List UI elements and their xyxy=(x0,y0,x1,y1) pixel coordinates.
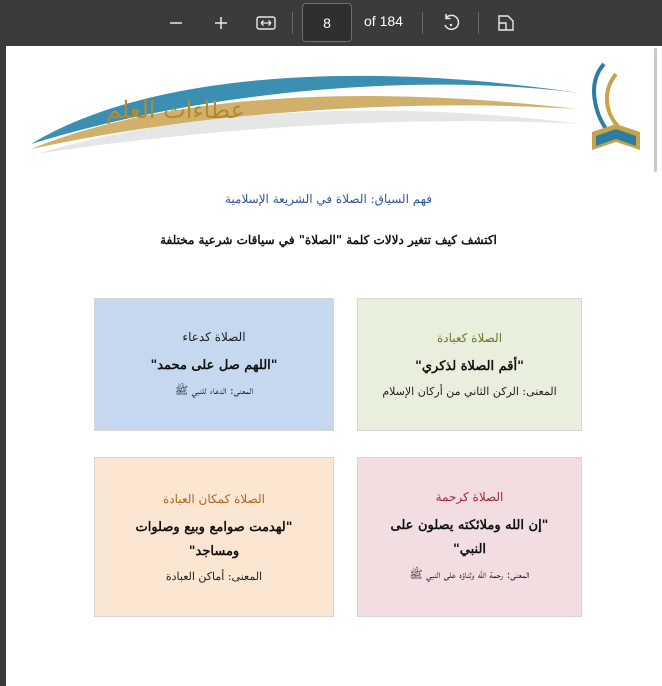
fit-page-icon[interactable] xyxy=(251,8,281,38)
toolbar-divider xyxy=(292,12,293,34)
page-total-label: of 184 xyxy=(364,13,403,29)
document-subtitle: اكتشف كيف تتغير دلالات كلمة "الصلاة" في سياقات شرعية مختلفة xyxy=(160,233,497,247)
pdf-toolbar xyxy=(0,0,662,46)
card-heading: الصلاة كمكان العبادة xyxy=(163,491,265,506)
logo-emblem-icon xyxy=(592,64,640,150)
scrollbar-thumb[interactable] xyxy=(654,48,657,172)
card-meaning: المعنى: الركن الثاني من أركان الإسلام xyxy=(382,385,557,398)
card-heading: الصلاة كدعاء xyxy=(182,329,246,344)
document-viewer xyxy=(0,46,662,686)
card-prayer-as-supplication xyxy=(94,298,334,431)
zoom-out-icon[interactable] xyxy=(161,8,191,38)
vertical-scrollbar[interactable] xyxy=(651,46,662,686)
card-heading: الصلاة كعبادة xyxy=(436,331,503,345)
card-quote: "اللهم صل على محمد" xyxy=(150,357,278,373)
page-number-value: 8 xyxy=(323,14,331,31)
toolbar-divider xyxy=(422,12,423,34)
card-quote: "إن الله وملائكته يصلون على النبي" xyxy=(390,518,549,557)
card-quote: "أقم الصلاة لذكري" xyxy=(415,359,524,374)
card-prayer-as-worship xyxy=(357,298,582,431)
card-prayer-as-mercy xyxy=(357,457,582,617)
page-view-icon[interactable] xyxy=(491,8,521,38)
card-meaning: المعنى: رحمة الله وثناؤه على النبي ﷺ xyxy=(409,568,530,581)
card-meaning: المعنى: أماكن العبادة xyxy=(165,569,263,583)
rotate-icon[interactable] xyxy=(436,8,466,38)
page-number-input[interactable] xyxy=(302,3,352,42)
card-heading: الصلاة كرحمة xyxy=(435,490,504,504)
zoom-in-icon[interactable] xyxy=(206,8,236,38)
card-meaning: المعنى: الدعاء للنبي ﷺ xyxy=(174,383,254,397)
toolbar-divider xyxy=(478,12,479,34)
card-quote: "لهدمت صوامع وبيع وصلوات ومساجد" xyxy=(135,519,293,559)
logo-text: عطاءات العلم xyxy=(106,96,245,124)
pdf-page xyxy=(6,46,651,686)
document-title: فهم السياق: الصلاة في الشريعة الإسلامية xyxy=(225,192,432,206)
card-prayer-as-place-of-worship xyxy=(94,457,334,617)
